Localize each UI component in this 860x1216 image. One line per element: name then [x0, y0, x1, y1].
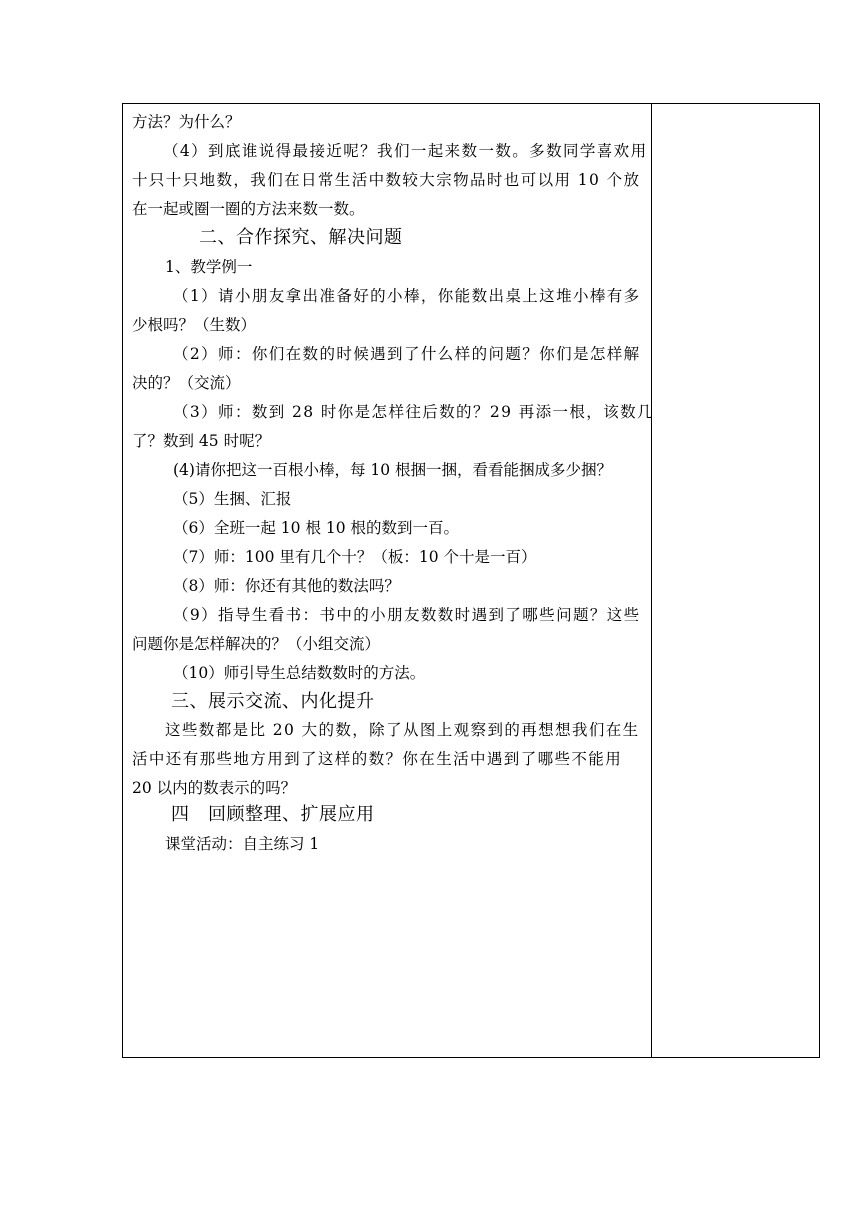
notes-cell — [652, 104, 819, 1057]
section-heading: 二、合作探究、解决问题 — [199, 227, 403, 248]
section-heading: 三、展示交流、内化提升 — [171, 691, 375, 712]
text-line: （1）请小朋友拿出准备好的小棒，你能数出桌上这堆小棒有多 — [173, 287, 641, 305]
text-line: （4）到底谁说得最接近呢？我们一起来数一数。多数同学喜欢用 — [163, 142, 648, 160]
text-line: 十只十只地数，我们在日常生活中数较大宗物品时也可以用 10 个放 — [132, 171, 641, 189]
text-line: 在一起或圈一圈的方法来数一数。 — [132, 200, 365, 218]
text-line: (4)请你把这一百根小棒，每 10 根捆一捆，看看能捆成多少捆？ — [173, 461, 613, 479]
text-line: 1、教学例一 — [165, 258, 253, 276]
text-line: 了？数到 45 时呢？ — [132, 432, 271, 450]
text-line: （2）师：你们在数的时候遇到了什么样的问题？你们是怎样解 — [173, 345, 641, 363]
text-line: 20 以内的数表示的吗？ — [132, 779, 297, 797]
text-line: （9）指导生看书：书中的小朋友数数时遇到了哪些问题？这些 — [173, 606, 641, 624]
text-line: 少根吗？（生数） — [132, 316, 257, 334]
text-line: （5）生捆、汇报 — [173, 490, 292, 508]
section-heading: 四 回顾整理、扩展应用 — [171, 804, 375, 825]
main-content-cell — [123, 104, 654, 1057]
text-line: （8）师：你还有其他的数法吗？ — [173, 577, 400, 595]
text-line: （10）师引导生总结数数时的方法。 — [173, 664, 426, 682]
text-line: （6）全班一起 10 根 10 根的数到一百。 — [173, 519, 460, 537]
text-line: 方法？为什么？ — [132, 113, 241, 131]
text-line: （3）师：数到 28 时你是怎样往后数的？29 再添一根，该数几 — [173, 403, 654, 421]
text-line: 决的？（交流） — [132, 374, 241, 392]
text-line: 这些数都是比 20 大的数，除了从图上观察到的再想想我们在生 — [165, 721, 640, 739]
lesson-plan-table — [122, 103, 820, 1058]
text-line: 活中还有那些地方用到了这样的数？你在生活中遇到了哪些不能用 — [132, 750, 623, 768]
text-line: 课堂活动：自主练习 1 — [165, 835, 320, 853]
text-line: （7）师：100 里有几个十？（板：10 个十是一百） — [173, 548, 537, 566]
text-line: 问题你是怎样解决的？（小组交流） — [132, 635, 381, 653]
